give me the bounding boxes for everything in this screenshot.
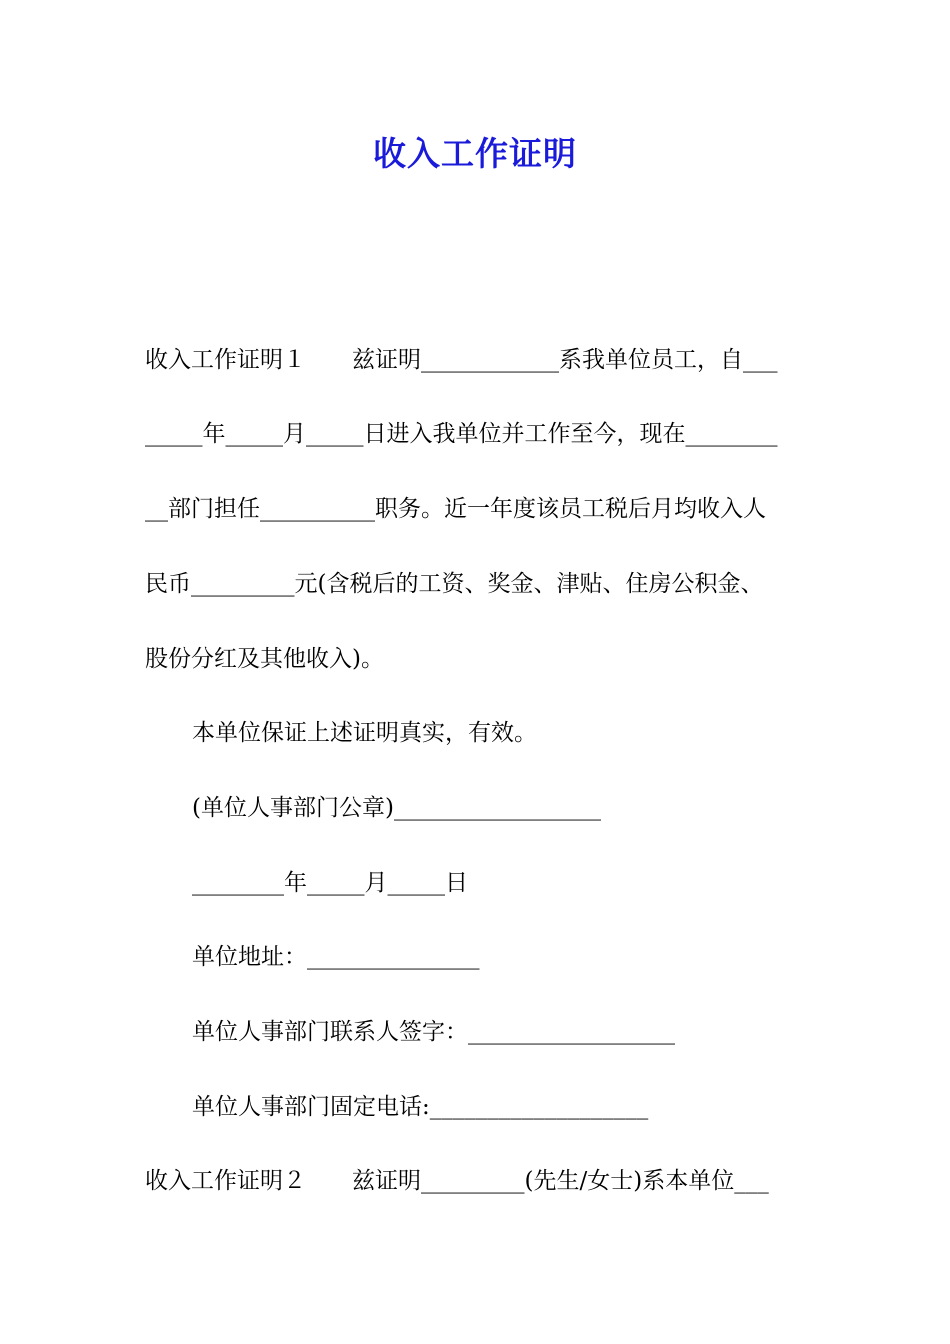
section2-first-line [145, 1166, 810, 1196]
section1-heading: 收入工作证明１ [145, 347, 306, 373]
contact-signature-line: 单位人事部门联系人签字：__________________ [192, 1019, 675, 1045]
section1-first-line [145, 345, 810, 375]
section1-line3: __部门担任__________职务。近一年度该员工税后月均收入人 [145, 496, 766, 522]
seal-line: (单位人事部门公章)__________________ [192, 795, 601, 821]
document-title: 收入工作证明 [373, 134, 577, 173]
section2-line1-text: 兹证明_________(先生/女士)系本单位___ [352, 1168, 769, 1194]
section1-line4: 民币_________元(含税后的工资、奖金、津贴、住房公积金、 [145, 571, 764, 597]
date-line: ________年_____月_____日 [192, 870, 468, 896]
guarantee-statement: 本单位保证上述证明真实，有效。 [192, 720, 537, 746]
section1-line5: 股份分红及其他收入)。 [145, 646, 384, 672]
section1-line1-text: 兹证明____________系我单位员工，自___ [352, 347, 778, 373]
phone-line: 单位人事部门固定电话:___________________ [192, 1094, 649, 1120]
section1-line2: _____年_____月_____日进入我单位并工作至今，现在________ [145, 421, 778, 447]
section2-heading: 收入工作证明２ [145, 1168, 306, 1194]
address-line: 单位地址：_______________ [192, 944, 480, 970]
